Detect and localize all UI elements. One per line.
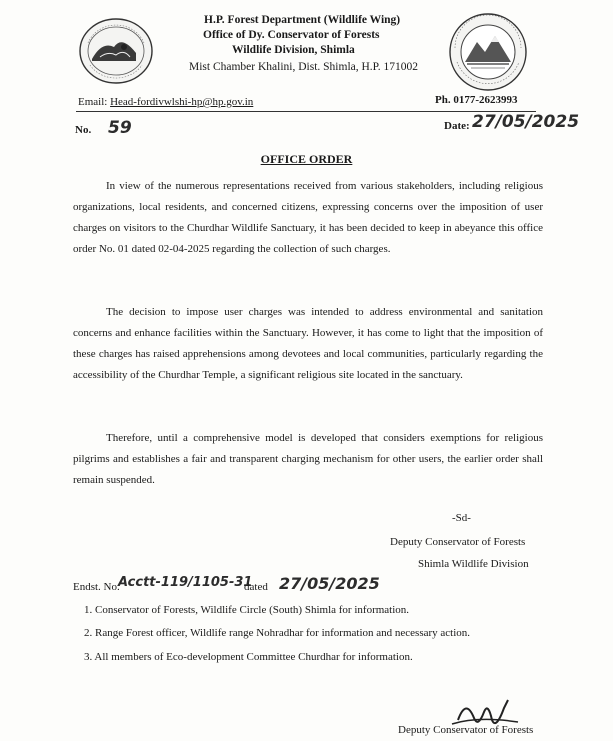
letterhead-line-3: Wildlife Division, Shimla bbox=[232, 44, 355, 56]
letterhead-address: Mist Chamber Khalini, Dist. Shimla, H.P. 171002 bbox=[189, 61, 419, 73]
document-title: OFFICE ORDER bbox=[260, 152, 353, 166]
signature-sd: -Sd- bbox=[452, 512, 471, 524]
paragraph-1 bbox=[73, 176, 543, 260]
email-address: Head-fordivwlshi-hp@hp.gov.in bbox=[110, 96, 254, 108]
paragraph-3 bbox=[73, 428, 543, 491]
endorsement-date: 27/05/2025 bbox=[279, 574, 380, 593]
letterhead-line-2: Office of Dy. Conservator of Forests bbox=[203, 29, 380, 41]
distribution-item-3: 3. All members of Eco-development Committee Churdhar for information. bbox=[84, 651, 413, 663]
email-label: Email: bbox=[78, 96, 108, 108]
endorsement-dated-label: dated bbox=[244, 581, 268, 593]
distribution-item-2: 2. Range Forest officer, Wildlife range Nohradhar for information and necessary action. bbox=[84, 627, 471, 639]
order-date-value: 27/05/2025 bbox=[472, 112, 580, 132]
endorsement-number: Acctt-119/1105-31 bbox=[118, 575, 253, 590]
wildlife-division-seal-icon bbox=[447, 12, 529, 92]
letterhead-line-1: H.P. Forest Department (Wildlife Wing) bbox=[204, 14, 401, 26]
signature-designation: Deputy Conservator of Forests bbox=[390, 536, 526, 548]
order-number-value: 59 bbox=[108, 118, 132, 138]
distribution-item-1: 1. Conservator of Forests, Wildlife Circle (South) Shimla for information. bbox=[84, 604, 410, 616]
letterhead-divider bbox=[76, 111, 536, 112]
paragraph-1-text: In view of the numerous representations received from various stakeholders, including religious organizations, local residents, and concerned citizens, expressing concerns over the imposition of user charges on visitors to the Churdhar Wildlife Sanctuary, it has been decided to keep in abeyance this office order No. 01 dated 02-04-2025 regarding the collection of such charges. bbox=[73, 180, 543, 255]
paragraph-2 bbox=[73, 302, 543, 386]
forest-department-seal-icon bbox=[78, 17, 154, 85]
signature-division: Shimla Wildlife Division bbox=[418, 558, 529, 570]
email-line bbox=[78, 96, 253, 108]
order-date-label: Date: bbox=[444, 120, 470, 132]
paragraph-2-text: The decision to impose user charges was intended to address environmental and sanitation concerns and enhance facilities within the Sanctuary. However, it has come to light that the imposition of these charges has raised apprehensions among devotees and local communities, particularly regarding the accessibility of the Churdhar Temple, a significant religious site located in the sanctuary. bbox=[73, 306, 543, 381]
phone-number: Ph. 0177-2623993 bbox=[435, 94, 518, 106]
footer-signature-designation: Deputy Conservator of Forests bbox=[398, 724, 534, 736]
paragraph-3-text: Therefore, until a comprehensive model is developed that considers exemptions for religious pilgrims and establishes a fair and transparent charging mechanism for other users, the earlier order shall remain suspended. bbox=[73, 432, 543, 486]
order-number-label: No. bbox=[75, 124, 92, 136]
endorsement-label: Endst. No. bbox=[73, 581, 120, 593]
